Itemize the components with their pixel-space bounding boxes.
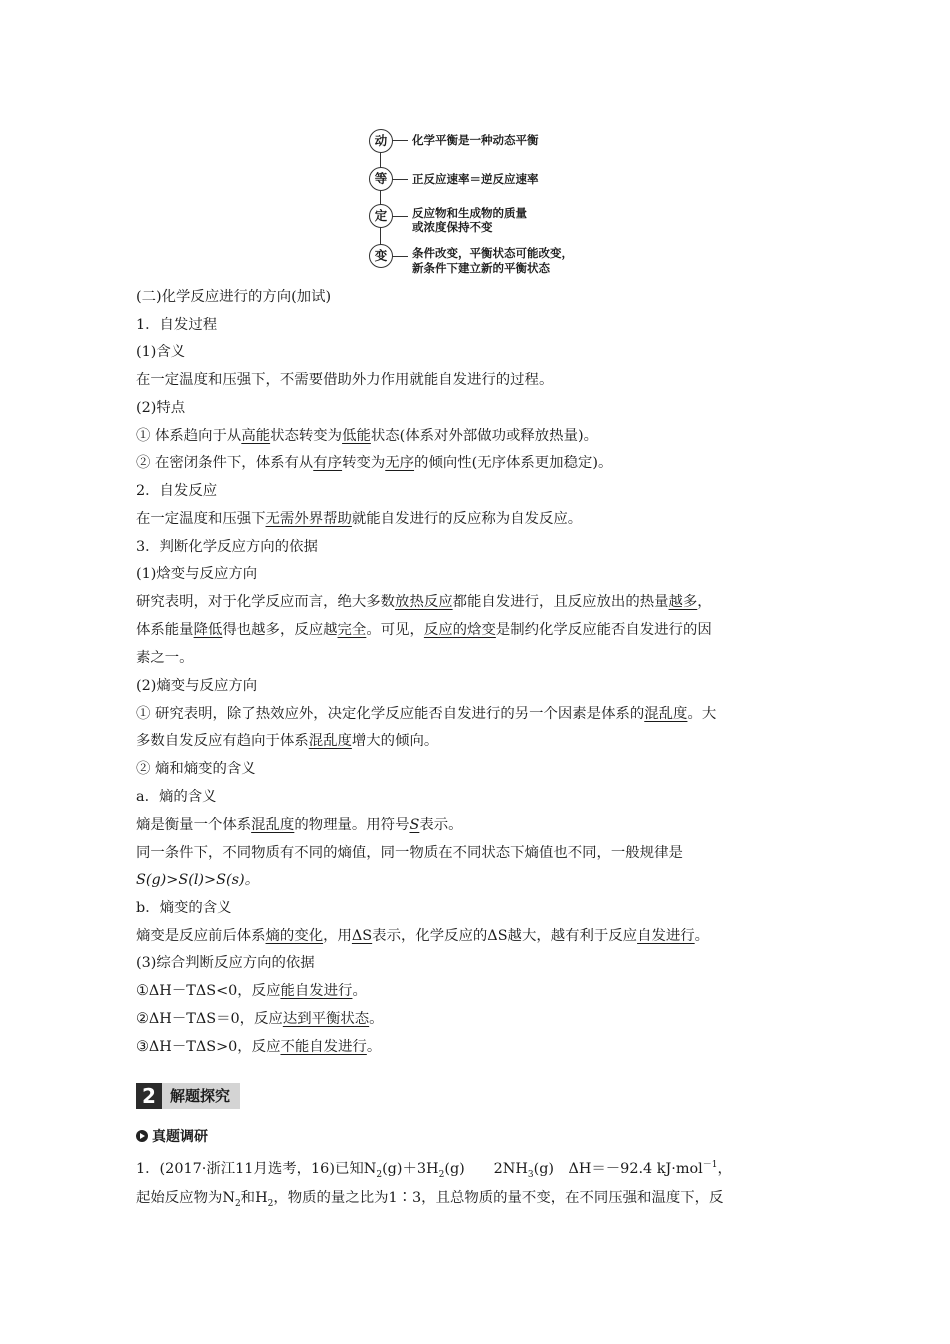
node-bian-label-1: 条件改变，平衡状态可能改变，: [412, 246, 573, 260]
node-dong-label: 化学平衡是一种动态平衡: [412, 133, 539, 147]
paragraph: 体系能量降低得也越多，反应越完全。可见，反应的焓变是制约化学反应能否自发进行的因: [136, 622, 712, 638]
answer-blank: 混乱度: [308, 733, 352, 749]
heading-3: 3．判断化学反应方向的依据: [136, 539, 318, 555]
paragraph: ①ΔH－TΔS<0，反应能自发进行。: [136, 983, 367, 999]
paragraph: a．熵的含义: [136, 789, 217, 805]
heading-1-2: (2)特点: [136, 400, 186, 416]
answer-blank: 不能自发进行: [280, 1039, 367, 1055]
node-bian-label-2: 新条件下建立新的平衡状态: [412, 261, 550, 275]
answer-blank: 放热反应: [395, 594, 453, 610]
paragraph: ②ΔH－TΔS＝0，反应达到平衡状态。: [136, 1011, 384, 1027]
answer-blank: 降低: [193, 622, 223, 638]
paragraph: 熵变是反应前后体系熵的变化，用ΔS表示，化学反应的ΔS越大，越有利于反应自发进行。: [136, 928, 710, 944]
paragraph: b．熵变的含义: [136, 900, 232, 916]
connector: [392, 216, 408, 217]
subheading-text: 真题调研: [152, 1129, 208, 1145]
heading-1: 1．自发过程: [136, 317, 218, 333]
answer-blank: 达到平衡状态: [282, 1011, 370, 1027]
paragraph: 素之一。: [136, 650, 194, 666]
answer-blank: 熵的变化: [265, 928, 324, 944]
paragraph: ① 体系趋向于从高能状态转变为低能状态(体系对外部做功或释放热量)。: [136, 428, 598, 444]
paragraph: 在一定温度和压强下，不需要借助外力作用就能自发进行的过程。: [136, 372, 554, 388]
paragraph: ① 研究表明，除了热效应外，决定化学反应能否自发进行的另一个因素是体系的混乱度。大: [136, 706, 717, 722]
paragraph: 在一定温度和压强下无需外界帮助就能自发进行的反应称为自发反应。: [136, 511, 583, 527]
answer-blank: 有序: [313, 455, 343, 471]
answer-blank: 自发进行: [637, 928, 695, 944]
paragraph: ② 在密闭条件下，体系有从有序转变为无序的倾向性(无序体系更加稳定)。: [136, 455, 613, 471]
heading-3-1: (1)焓变与反应方向: [136, 566, 258, 582]
section-heading: (二)化学反应进行的方向(加试): [136, 289, 332, 305]
paragraph: 多数自发反应有趋向于体系混乱度增大的倾向。: [136, 733, 439, 749]
paragraph: 同一条件下，不同物质有不同的熵值，同一物质在不同状态下熵值也不同，一般规律是: [136, 845, 683, 861]
node-dong: 动: [369, 129, 393, 153]
answer-blank: 高能: [241, 428, 271, 444]
answer-blank: 完全: [337, 622, 367, 638]
node-ding: 定: [369, 204, 393, 228]
answer-blank: 无序: [385, 455, 415, 471]
section-banner: [136, 1083, 240, 1109]
section-number: 2: [136, 1083, 162, 1109]
answer-blank: 混乱度: [644, 706, 688, 722]
answer-blank: 能自发进行: [280, 983, 353, 999]
answer-blank: 低能: [342, 428, 371, 444]
paragraph: 熵是衡量一个体系混乱度的物理量。用符号S表示。: [136, 817, 463, 833]
heading-3-2: (2)熵变与反应方向: [136, 678, 258, 694]
connector: [392, 256, 408, 257]
paragraph: S(g)>S(l)>S(s)。: [136, 872, 259, 888]
node-ding-label-1: 反应物和生成物的质量: [412, 206, 527, 220]
connector: [392, 140, 408, 141]
answer-blank: ΔS: [351, 928, 373, 944]
paragraph: ② 熵和熵变的含义: [136, 761, 256, 777]
heading-1-1: (1)含义: [136, 344, 186, 360]
answer-blank: S: [409, 817, 420, 833]
node-ding-label-2: 或浓度保持不变: [412, 220, 493, 234]
answer-blank: 混乱度: [251, 817, 295, 833]
subheading: [136, 1125, 208, 1147]
paragraph: ③ΔH－TΔS>0，反应不能自发进行。: [136, 1039, 382, 1055]
question-line-2: 起始反应物为$N_2$和$H_2$，物质的量之比为1∶3，且总物质的量不变，在不同压强和温度下，反: [136, 1190, 724, 1209]
question-line-1: 1．(2017·浙江11月选考，16)已知$N_2(g)+3H_2(g)$ $2NH_3(g)$ ΔH＝－92.4 kJ·mol$^{-1}$，: [136, 1160, 732, 1180]
answer-blank: 越多: [668, 594, 698, 610]
section-title: 解题探究: [162, 1083, 240, 1109]
node-deng-label: 正反应速率＝逆反应速率: [412, 172, 539, 186]
answer-blank: 无需外界帮助: [265, 511, 352, 527]
paragraph: 研究表明，对于化学反应而言，绝大多数放热反应都能自发进行，且反应放出的热量越多，: [136, 594, 712, 610]
play-arrow-icon: [136, 1130, 148, 1142]
node-deng: 等: [369, 167, 393, 191]
node-bian: 变: [369, 244, 393, 268]
connector: [392, 179, 408, 180]
equilibrium-features-diagram: [340, 122, 620, 282]
heading-3-3: (3)综合判断反应方向的依据: [136, 955, 315, 971]
answer-blank: 反应的焓变: [423, 622, 496, 638]
heading-2: 2．自发反应: [136, 483, 218, 499]
